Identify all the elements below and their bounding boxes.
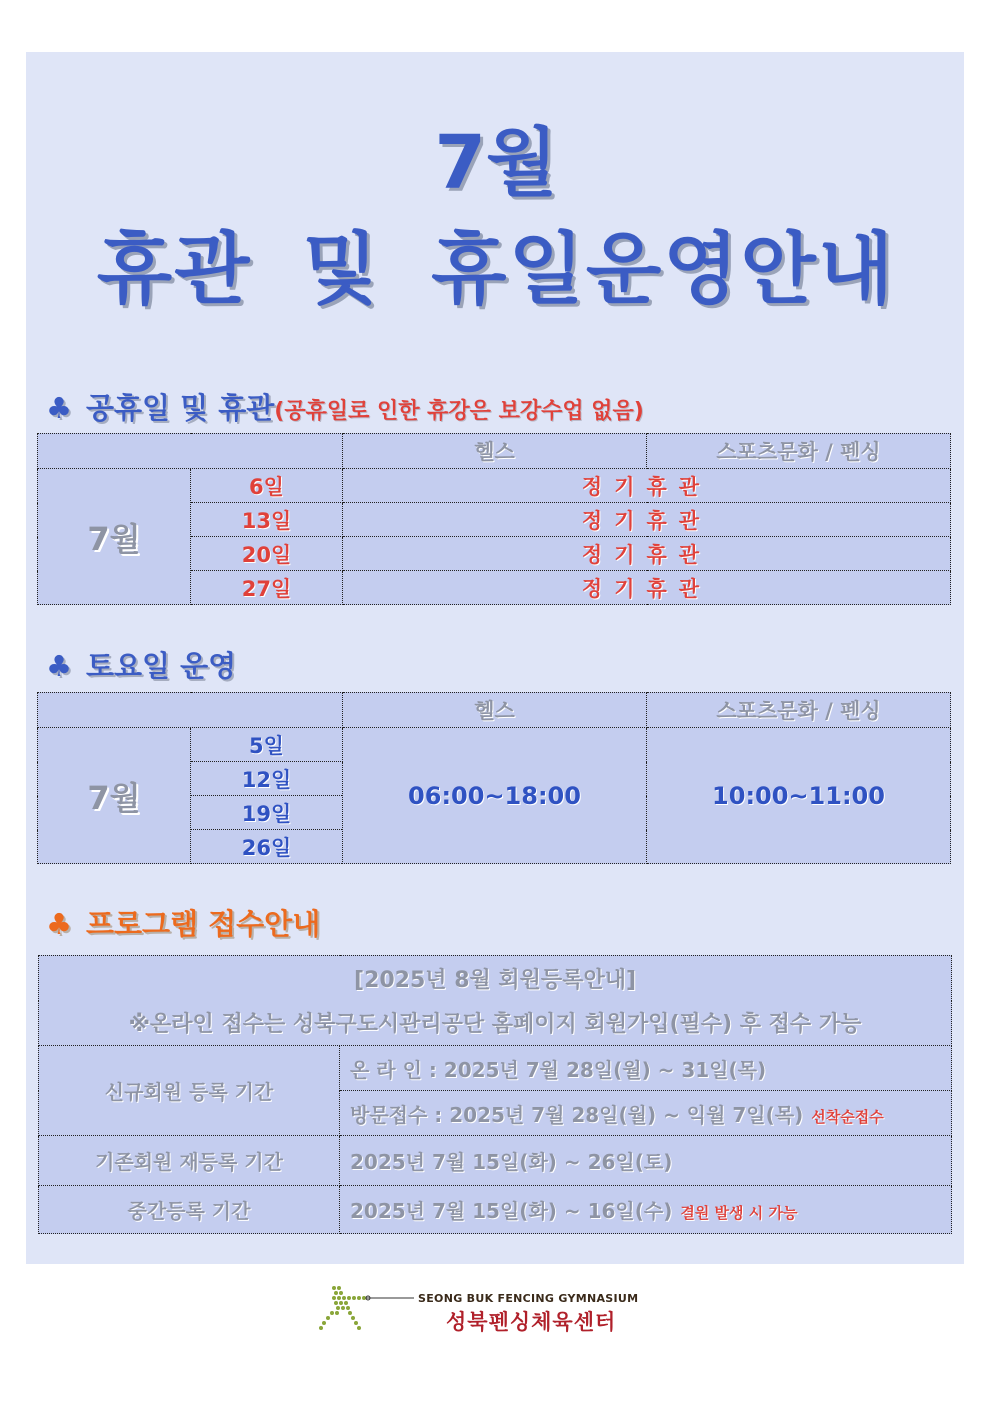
month-cell: 7월	[38, 469, 191, 605]
page-title: 휴관 및 휴일운영안내	[96, 225, 896, 315]
footer-name-ko: 성북펜싱체육센터	[446, 1310, 617, 1334]
table-row	[38, 469, 951, 503]
page-title-month: 7월	[434, 120, 558, 206]
health-hours: 06:00~18:00	[343, 728, 647, 864]
mid-register-label: 중간등록 기간	[39, 1186, 340, 1234]
holiday-table	[37, 433, 951, 605]
table-row	[38, 728, 951, 762]
visit-note: 선착순접수	[811, 1107, 884, 1126]
footer-logo	[318, 1284, 678, 1334]
existing-member-period: 2025년 7월 15일(화) ~ 26일(토)	[340, 1136, 952, 1186]
day-cell: 19일	[191, 796, 343, 830]
day-cell: 26일	[191, 830, 343, 864]
holiday-note: (공휴일로 인한 휴강은 보강수업 없음)	[274, 399, 644, 424]
day-cell: 13일	[191, 503, 343, 537]
table-row	[39, 956, 952, 1001]
table-header-empty	[38, 434, 343, 469]
holiday-heading-text: 공휴일 및 휴관	[86, 391, 275, 425]
table-row	[39, 1136, 952, 1186]
day-cell: 27일	[191, 571, 343, 605]
closure-status: 정기휴관	[343, 503, 951, 537]
table-row	[39, 1186, 952, 1234]
table-header-health: 헬스	[343, 693, 647, 728]
notice-text: ※온라인 접수는 성북구도시관리공단 홈페이지 회원가입(필수) 후 접수 가능	[39, 1001, 952, 1046]
program-section-heading	[46, 902, 320, 943]
closure-status: 정기휴관	[343, 469, 951, 503]
saturday-section-heading	[46, 644, 236, 685]
day-cell: 20일	[191, 537, 343, 571]
footer-name-en: SEONG BUK FENCING GYMNASIUM	[418, 1292, 639, 1305]
mid-register-cell	[340, 1186, 952, 1234]
new-member-visit: 방문접수 : 2025년 7월 28일(월) ~ 익월 7일(목)	[350, 1102, 804, 1127]
month-cell: 7월	[38, 728, 191, 864]
sports-hours: 10:00~11:00	[647, 728, 951, 864]
program-table	[38, 955, 952, 1234]
closure-status: 정기휴관	[343, 537, 951, 571]
club-icon: ♣	[46, 907, 72, 941]
mid-register-note: 결원 발생 시 가능	[680, 1204, 798, 1222]
holiday-section-heading	[46, 386, 644, 427]
saturday-heading-text: 토요일 운영	[86, 649, 237, 683]
existing-member-label: 기존회원 재등록 기간	[39, 1136, 340, 1186]
saturday-table	[37, 692, 951, 864]
program-heading-text: 프로그램 접수안내	[86, 907, 321, 941]
table-row	[39, 1046, 952, 1091]
fencer-logo-icon	[318, 1284, 418, 1334]
table-row	[39, 1001, 952, 1046]
table-header-row	[38, 693, 951, 728]
table-header-sports: 스포츠문화 / 펜싱	[647, 434, 951, 469]
new-member-label: 신규회원 등록 기간	[39, 1046, 340, 1136]
notice-title: [2025년 8월 회원등록안내]	[39, 956, 952, 1001]
club-icon: ♣	[46, 391, 72, 425]
mid-register-period: 2025년 7월 15일(화) ~ 16일(수)	[350, 1199, 673, 1223]
day-cell: 12일	[191, 762, 343, 796]
table-header-sports: 스포츠문화 / 펜싱	[647, 693, 951, 728]
day-cell: 6일	[191, 469, 343, 503]
new-member-online: 온 라 인 : 2025년 7월 28일(월) ~ 31일(목)	[340, 1046, 952, 1091]
closure-status: 정기휴관	[343, 571, 951, 605]
club-icon: ♣	[46, 649, 72, 683]
day-cell: 5일	[191, 728, 343, 762]
new-member-visit-cell	[340, 1091, 952, 1136]
table-header-health: 헬스	[343, 434, 647, 469]
table-header-row	[38, 434, 951, 469]
table-header-empty	[38, 693, 343, 728]
